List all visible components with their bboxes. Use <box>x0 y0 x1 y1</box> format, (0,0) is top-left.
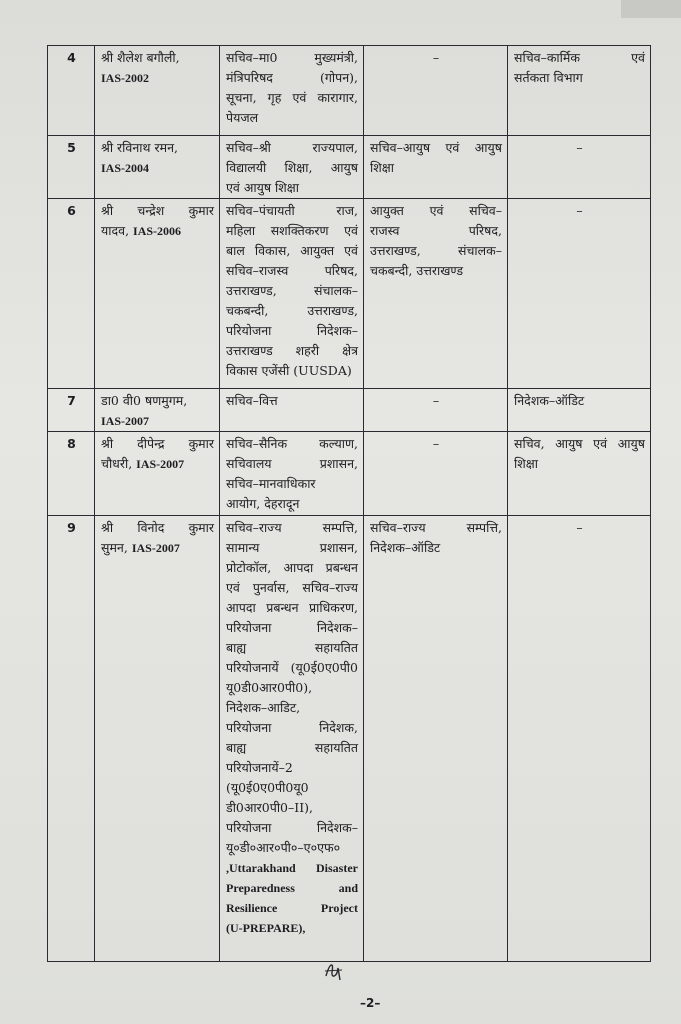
posting-line: मंत्रिपरिषद (गोपन), <box>226 70 358 85</box>
posting-line: परियोजनायें (यू0ई0ए0पी0 <box>226 660 358 675</box>
posting-line: – <box>576 203 583 218</box>
current-posting-cell <box>220 46 364 136</box>
posting-line: बाह्य सहायतित <box>226 640 358 655</box>
officer-name-line: श्री दीपेन्द्र कुमार <box>101 436 214 451</box>
posting-line: एवं आयुष शिक्षा <box>226 180 299 195</box>
posting-line: निदेशक–आडिट, <box>226 700 301 715</box>
posting-line: आयुक्त एवं सचिव– <box>370 203 502 218</box>
posting-line: सचिव–मा0 मुख्यमंत्री, <box>226 50 358 65</box>
table-row <box>48 46 651 136</box>
posting-line: डी0आर0पी0–II), <box>226 800 313 815</box>
posting-line: सचिव–राजस्व परिषद, <box>226 263 358 278</box>
posting-line: – <box>432 436 440 451</box>
officer-name-line: श्री चन्द्रेश कुमार <box>101 203 214 218</box>
table-row <box>48 432 651 516</box>
page-corner <box>621 0 681 18</box>
officer-name-line: डा0 वी0 षणमुगम, <box>101 393 188 408</box>
posting-line: सचिवालय प्रशासन, <box>226 456 358 471</box>
posting-line: सचिव–राज्य सम्पत्ति, <box>226 520 358 535</box>
posting-line: सचिव–आयुष एवं आयुष <box>370 140 502 155</box>
serial-number: 6 <box>48 199 95 389</box>
serial-number: 9 <box>48 516 95 962</box>
posting-line: सचिव–राज्य सम्पत्ति, <box>370 520 502 535</box>
service-batch: IAS-2007 <box>131 541 180 555</box>
new-posting-cell <box>364 432 508 516</box>
new-posting-cell <box>364 516 508 962</box>
posting-line: सचिव, आयुष एवं आयुष <box>514 436 645 451</box>
posting-line: निदेशक–ऑडिट <box>370 540 441 555</box>
posting-line: पेयजल <box>226 110 259 125</box>
current-posting-cell <box>220 199 364 389</box>
posting-line: निदेशक–ऑडिट <box>514 393 585 408</box>
current-posting-cell <box>220 389 364 432</box>
posting-line: (यू0ई0ए0पी0यू0 <box>226 780 309 795</box>
officer-name-line: श्री विनोद कुमार <box>101 520 214 535</box>
serial-number: 8 <box>48 432 95 516</box>
posting-line: – <box>432 50 440 65</box>
serial-number: 7 <box>48 389 95 432</box>
posting-line-english: (U-PREPARE), <box>226 921 306 935</box>
posting-line: परियोजनायें–2 <box>226 760 293 775</box>
officer-name-cell <box>95 432 220 516</box>
officer-name-line: सुमन, <box>101 540 128 555</box>
posting-line: परियोजना निदेशक– <box>226 620 358 635</box>
service-batch: IAS-2007 <box>136 457 185 471</box>
signature-mark <box>322 958 346 982</box>
officer-name-cell <box>95 199 220 389</box>
officer-name-cell <box>95 516 220 962</box>
table-row <box>48 389 651 432</box>
posting-line: एवं पुनर्वास, सचिव–राज्य <box>226 580 358 595</box>
new-posting-cell <box>364 136 508 199</box>
officer-name-cell <box>95 46 220 136</box>
serial-number: 5 <box>48 136 95 199</box>
page-number: –2– <box>360 996 381 1010</box>
relieved-posting-cell <box>508 432 651 516</box>
current-posting-cell <box>220 136 364 199</box>
table-row <box>48 136 651 199</box>
posting-line: शिक्षा <box>514 456 538 471</box>
current-posting-cell <box>220 432 364 516</box>
posting-line: सचिव–सैनिक कल्याण, <box>226 436 358 451</box>
officer-name-line: श्री शैलेश बगौली, <box>101 50 180 65</box>
posting-line-english: ,Uttarakhand Disaster <box>226 861 358 875</box>
posting-line: राजस्व परिषद, <box>370 223 502 238</box>
posting-line: – <box>432 393 440 408</box>
officer-name-line: चौधरी, <box>101 456 133 471</box>
posting-line: – <box>576 140 583 155</box>
posting-line: उत्तराखण्ड, संचालक– <box>226 283 358 298</box>
serial-number: 4 <box>48 46 95 136</box>
posting-line: सचिव–पंचायती राज, <box>226 203 358 218</box>
officer-name-line: यादव, <box>101 223 130 238</box>
posting-line: सूचना, गृह एवं कारागार, <box>226 90 358 105</box>
posting-line: सामान्य प्रशासन, <box>226 540 358 555</box>
officer-table <box>47 45 651 962</box>
posting-line: उत्तराखण्ड, संचालक– <box>370 243 502 258</box>
relieved-posting-cell <box>508 199 651 389</box>
posting-line: विद्यालयी शिक्षा, आयुष <box>226 160 358 175</box>
relieved-posting-cell <box>508 136 651 199</box>
new-posting-cell <box>364 389 508 432</box>
posting-line: – <box>576 520 583 535</box>
posting-line-english: Resilience Project <box>226 901 358 915</box>
posting-line: परियोजना निदेशक– <box>226 820 358 835</box>
posting-line: सचिव–श्री राज्यपाल, <box>226 140 358 155</box>
posting-line: सचिव–वित्त <box>226 393 278 408</box>
posting-line: सचिव–मानवाधिकार <box>226 476 316 491</box>
relieved-posting-cell <box>508 516 651 962</box>
posting-line: शिक्षा <box>370 160 394 175</box>
posting-line: बाह्य सहायतित <box>226 740 358 755</box>
posting-line: बाल विकास, आयुक्त एवं <box>226 243 358 258</box>
service-batch: IAS-2007 <box>101 414 150 428</box>
service-batch: IAS-2006 <box>133 224 182 238</box>
relieved-posting-cell <box>508 389 651 432</box>
posting-line: परियोजना निदेशक, <box>226 720 358 735</box>
posting-line: सर्तकता विभाग <box>514 70 583 85</box>
posting-line: चकबन्दी, उत्तराखण्ड, <box>226 303 358 318</box>
officer-name-cell <box>95 136 220 199</box>
current-posting-cell <box>220 516 364 962</box>
posting-line: सचिव–कार्मिक एवं <box>514 50 645 65</box>
new-posting-cell <box>364 46 508 136</box>
posting-line: आपदा प्रबन्धन प्राधिकरण, <box>226 600 358 615</box>
posting-line: चकबन्दी, उत्तराखण्ड <box>370 263 464 278</box>
service-batch: IAS-2002 <box>101 71 150 85</box>
posting-line: प्रोटोकॉल, आपदा प्रबन्धन <box>226 560 358 575</box>
officer-name-cell <box>95 389 220 432</box>
posting-line: आयोग, देहरादून <box>226 496 300 511</box>
table-row <box>48 199 651 389</box>
posting-line: यू०डी०आर०पी०–ए०एफ० <box>226 840 341 855</box>
posting-line: यू0डी0आर0पी0), <box>226 680 313 695</box>
service-batch: IAS-2004 <box>101 161 150 175</box>
posting-line: परियोजना निदेशक– <box>226 323 358 338</box>
table-body <box>48 46 651 962</box>
table-row <box>48 516 651 962</box>
posting-line: विकास एजेंसी (UUSDA) <box>226 363 352 378</box>
posting-line-english: Preparedness and <box>226 881 358 895</box>
officer-name-line: श्री रविनाथ रमन, <box>101 140 178 155</box>
new-posting-cell <box>364 199 508 389</box>
posting-line: उत्तराखण्ड शहरी क्षेत्र <box>226 343 358 358</box>
posting-line: महिला सशक्तिकरण एवं <box>226 223 358 238</box>
relieved-posting-cell <box>508 46 651 136</box>
